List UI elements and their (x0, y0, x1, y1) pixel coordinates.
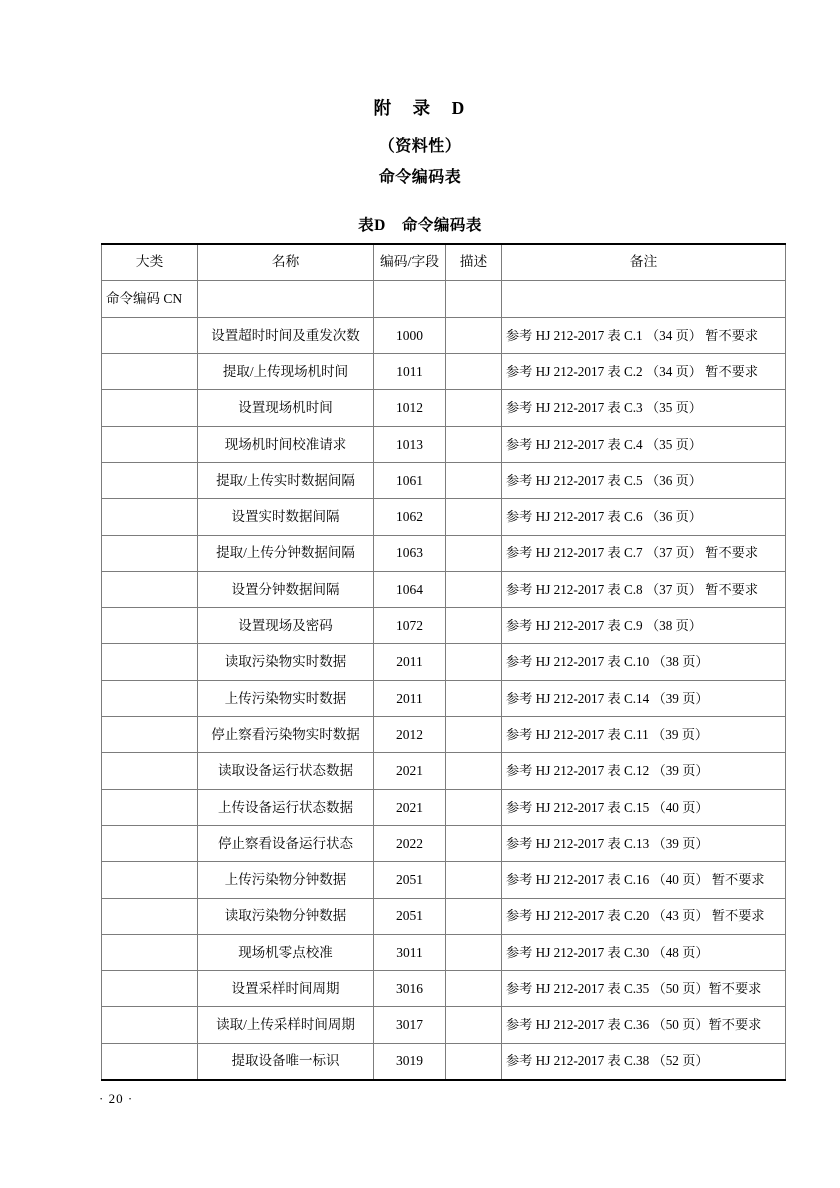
cell-name: 读取/上传采样时间周期 (198, 1007, 374, 1043)
column-header-desc: 描述 (446, 244, 502, 280)
cell-code: 2051 (374, 862, 446, 898)
cell-name: 上传设备运行状态数据 (198, 789, 374, 825)
cell-desc (446, 499, 502, 535)
cell-name: 现场机零点校准 (198, 934, 374, 970)
cell-name: 上传污染物实时数据 (198, 680, 374, 716)
cell-category (102, 426, 198, 462)
cell-code: 2022 (374, 825, 446, 861)
cell-note: 参考 HJ 212-2017 表 C.35 （50 页）暂不要求 (502, 971, 786, 1007)
cell-desc (446, 898, 502, 934)
cell-desc (446, 354, 502, 390)
cell-category (102, 898, 198, 934)
cell-name: 现场机时间校准请求 (198, 426, 374, 462)
cell-note: 参考 HJ 212-2017 表 C.4 （35 页） (502, 426, 786, 462)
table-row (102, 354, 786, 390)
cell-note: 参考 HJ 212-2017 表 C.3 （35 页） (502, 390, 786, 426)
cell-note: 参考 HJ 212-2017 表 C.16 （40 页） 暂不要求 (502, 862, 786, 898)
group-name-cell (198, 280, 374, 317)
cell-code: 3019 (374, 1043, 446, 1079)
cell-note: 参考 HJ 212-2017 表 C.10 （38 页） (502, 644, 786, 680)
cell-name: 提取/上传分钟数据间隔 (198, 535, 374, 571)
table-row (102, 535, 786, 571)
cell-note: 参考 HJ 212-2017 表 C.9 （38 页） (502, 608, 786, 644)
cell-note: 参考 HJ 212-2017 表 C.8 （37 页） 暂不要求 (502, 571, 786, 607)
cell-note: 参考 HJ 212-2017 表 C.38 （52 页） (502, 1043, 786, 1079)
cell-category (102, 971, 198, 1007)
cell-desc (446, 825, 502, 861)
annex-nature-label: （资料性） (378, 138, 462, 155)
group-note-cell (502, 280, 786, 317)
cell-name: 设置超时时间及重发次数 (198, 317, 374, 353)
cell-category (102, 789, 198, 825)
cell-code: 2011 (374, 680, 446, 716)
column-header-note: 备注 (502, 244, 786, 280)
cell-code: 2011 (374, 644, 446, 680)
cell-category (102, 680, 198, 716)
cell-note: 参考 HJ 212-2017 表 C.2 （34 页） 暂不要求 (502, 354, 786, 390)
cell-desc (446, 1043, 502, 1079)
cell-code: 1061 (374, 462, 446, 498)
table-row (102, 608, 786, 644)
cell-code: 2051 (374, 898, 446, 934)
table-row (102, 1043, 786, 1079)
annex-title: 附 录 D (373, 98, 467, 118)
cell-name: 设置分钟数据间隔 (198, 571, 374, 607)
cell-name: 提取设备唯一标识 (198, 1043, 374, 1079)
column-header-name: 名称 (198, 244, 374, 280)
group-code-cell (374, 280, 446, 317)
table-caption: 表D 命令编码表 (358, 217, 482, 234)
table-row (102, 1007, 786, 1043)
cell-category (102, 390, 198, 426)
table-row (102, 571, 786, 607)
cell-code: 2021 (374, 789, 446, 825)
cell-desc (446, 390, 502, 426)
cell-category (102, 825, 198, 861)
cell-code: 2021 (374, 753, 446, 789)
cell-note: 参考 HJ 212-2017 表 C.11 （39 页） (502, 717, 786, 753)
cell-name: 设置现场及密码 (198, 608, 374, 644)
cell-category (102, 354, 198, 390)
table-row (102, 789, 786, 825)
table-row (102, 753, 786, 789)
cell-desc (446, 426, 502, 462)
cell-category (102, 462, 198, 498)
cell-category (102, 1007, 198, 1043)
cell-note: 参考 HJ 212-2017 表 C.20 （43 页） 暂不要求 (502, 898, 786, 934)
cell-category (102, 753, 198, 789)
cell-code: 3016 (374, 971, 446, 1007)
cell-code: 1012 (374, 390, 446, 426)
cell-category (102, 535, 198, 571)
cell-category (102, 571, 198, 607)
cell-desc (446, 717, 502, 753)
cell-name: 设置现场机时间 (198, 390, 374, 426)
cell-code: 3011 (374, 934, 446, 970)
cell-desc (446, 789, 502, 825)
cell-name: 设置实时数据间隔 (198, 499, 374, 535)
cell-desc (446, 317, 502, 353)
cell-name: 停止察看污染物实时数据 (198, 717, 374, 753)
cell-desc (446, 462, 502, 498)
table-row (102, 717, 786, 753)
cell-code: 3017 (374, 1007, 446, 1043)
cell-desc (446, 644, 502, 680)
command-code-table (101, 243, 786, 1081)
group-desc-cell (446, 280, 502, 317)
table-row (102, 317, 786, 353)
page-number-footer: · 20 · (99, 1091, 134, 1106)
table-row (102, 499, 786, 535)
table-row (102, 825, 786, 861)
cell-code: 1063 (374, 535, 446, 571)
cell-category (102, 317, 198, 353)
cell-category (102, 1043, 198, 1079)
cell-code: 1013 (374, 426, 446, 462)
cell-desc (446, 608, 502, 644)
cell-name: 设置采样时间周期 (198, 971, 374, 1007)
cell-desc (446, 753, 502, 789)
cell-name: 上传污染物分钟数据 (198, 862, 374, 898)
table-group-row (102, 280, 786, 317)
table-header-row (102, 244, 786, 280)
cell-desc (446, 1007, 502, 1043)
cell-note: 参考 HJ 212-2017 表 C.12 （39 页） (502, 753, 786, 789)
cell-desc (446, 535, 502, 571)
cell-note: 参考 HJ 212-2017 表 C.36 （50 页）暂不要求 (502, 1007, 786, 1043)
cell-code: 1011 (374, 354, 446, 390)
cell-note: 参考 HJ 212-2017 表 C.13 （39 页） (502, 825, 786, 861)
cell-note: 参考 HJ 212-2017 表 C.15 （40 页） (502, 789, 786, 825)
cell-name: 提取/上传实时数据间隔 (198, 462, 374, 498)
table-row (102, 934, 786, 970)
column-header-code: 编码/字段 (374, 244, 446, 280)
cell-note: 参考 HJ 212-2017 表 C.6 （36 页） (502, 499, 786, 535)
command-code-table-container (101, 243, 765, 1081)
cell-desc (446, 680, 502, 716)
cell-code: 1000 (374, 317, 446, 353)
cell-code: 1064 (374, 571, 446, 607)
cell-category (102, 862, 198, 898)
cell-desc (446, 971, 502, 1007)
table-row (102, 426, 786, 462)
column-header-category: 大类 (102, 244, 198, 280)
cell-category (102, 717, 198, 753)
cell-note: 参考 HJ 212-2017 表 C.7 （37 页） 暂不要求 (502, 535, 786, 571)
table-row (102, 680, 786, 716)
cell-desc (446, 571, 502, 607)
cell-category (102, 608, 198, 644)
cell-desc (446, 862, 502, 898)
cell-name: 读取污染物实时数据 (198, 644, 374, 680)
cell-name: 读取设备运行状态数据 (198, 753, 374, 789)
cell-name: 读取污染物分钟数据 (198, 898, 374, 934)
table-row (102, 971, 786, 1007)
table-row (102, 462, 786, 498)
cell-note: 参考 HJ 212-2017 表 C.5 （36 页） (502, 462, 786, 498)
table-row (102, 862, 786, 898)
cell-name: 提取/上传现场机时间 (198, 354, 374, 390)
cell-name: 停止察看设备运行状态 (198, 825, 374, 861)
table-row (102, 644, 786, 680)
cell-code: 2012 (374, 717, 446, 753)
table-row (102, 390, 786, 426)
cell-note: 参考 HJ 212-2017 表 C.30 （48 页） (502, 934, 786, 970)
group-label-cell: 命令编码 CN (102, 280, 198, 317)
cell-note: 参考 HJ 212-2017 表 C.14 （39 页） (502, 680, 786, 716)
cell-category (102, 499, 198, 535)
cell-code: 1062 (374, 499, 446, 535)
cell-category (102, 644, 198, 680)
cell-note: 参考 HJ 212-2017 表 C.1 （34 页） 暂不要求 (502, 317, 786, 353)
table-row (102, 898, 786, 934)
annex-subject-title: 命令编码表 (378, 169, 462, 186)
cell-category (102, 934, 198, 970)
cell-desc (446, 934, 502, 970)
cell-code: 1072 (374, 608, 446, 644)
